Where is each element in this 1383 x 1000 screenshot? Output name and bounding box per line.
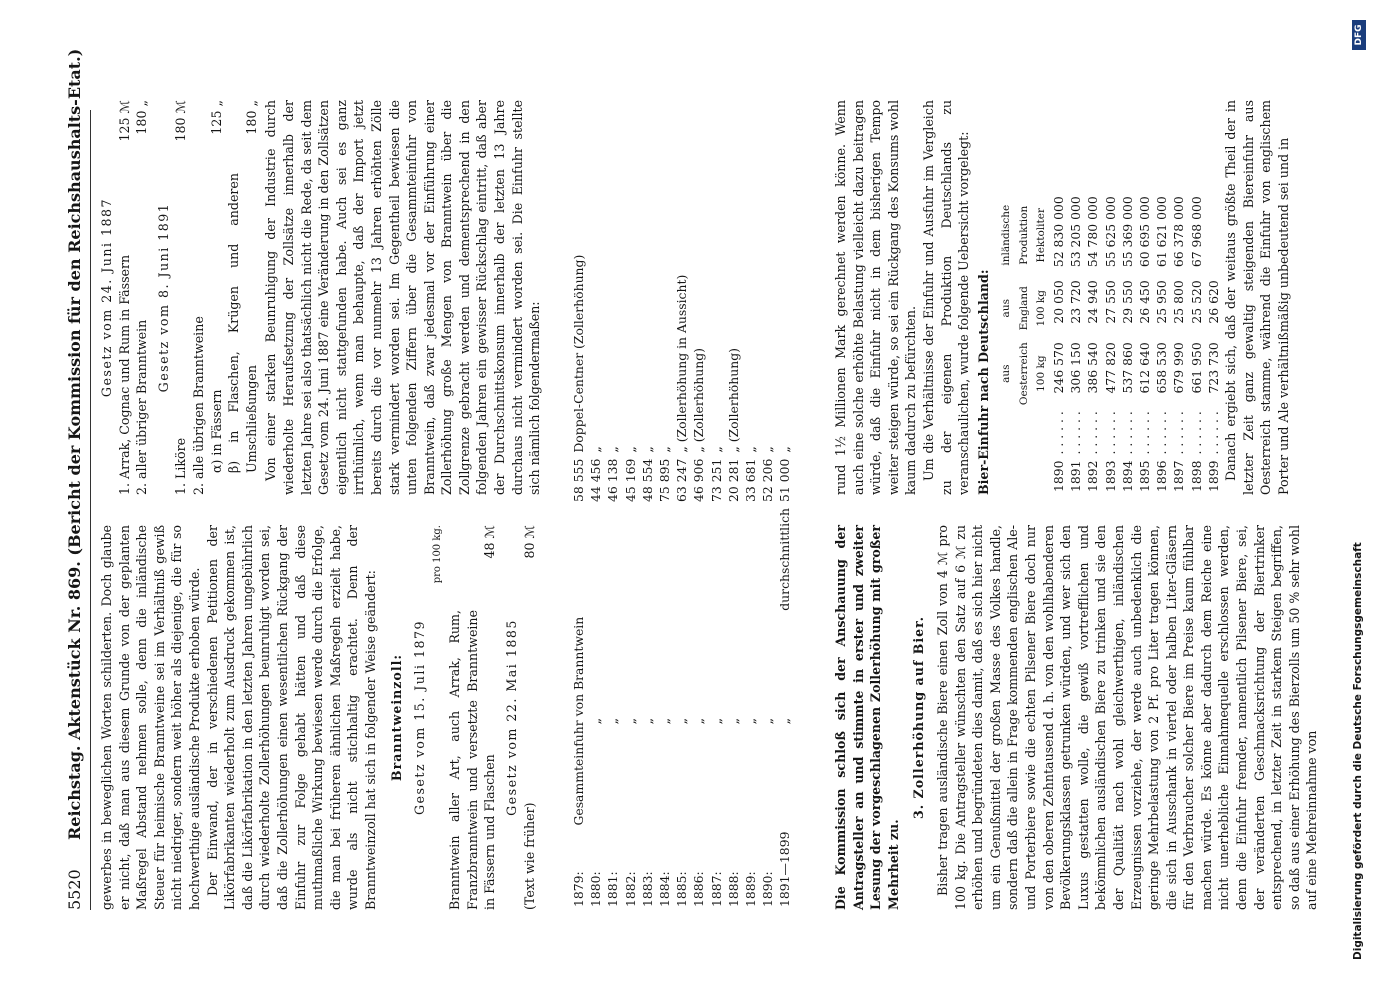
import-value: 73 251 [708, 458, 724, 502]
law-1879-title: Gesetz vom 15. Juli 1879 [412, 619, 428, 816]
leader-dots: . . . . . . [1085, 411, 1101, 455]
import-value: 48 554 [639, 458, 655, 502]
table-row [622, 252, 639, 910]
beer-year: 1893 [1102, 460, 1118, 492]
table-row [776, 252, 793, 910]
table-row [673, 252, 690, 910]
import-average-label [690, 505, 707, 614]
leader-dots: . . . . . . [1171, 411, 1187, 455]
import-value: 45 169 [622, 458, 638, 502]
import-year: 1889: [743, 871, 759, 907]
import-value: 46 906 [691, 458, 707, 502]
beer-year: 1890 [1050, 460, 1066, 492]
beer-austria-value: 679 990 [1171, 342, 1187, 394]
law-1887-item: 1. Arrak, Cognac und Rum in Fässern [116, 254, 132, 495]
table-row [1205, 193, 1222, 495]
import-value: 20 281 [725, 458, 741, 502]
beer-england-value: 25 950 [1154, 280, 1170, 324]
beer-england-value: 26 450 [1136, 280, 1152, 324]
digitization-note: Digitalisierung gefördert durch die Deutsche Forschungsgemeinschaft [1352, 542, 1364, 960]
beer-production-value: 55 625 000 [1102, 196, 1118, 268]
beer-production-value: 60 695 000 [1136, 196, 1152, 268]
beer-production-value: 61 621 000 [1154, 196, 1170, 268]
paragraph: Der Einwand, der in verschiedenen Petitionen der Likörfabrikanten wiederholt zum Ausdruck gekommen ist, daß die Likörfabrikation in den letzten Jahren ungebührlich durch wiederholte Zollerhöhungen beunruhigt worden sei, daß die Zollerhöhungen einen wesentlichen Rückgang der Einfuhr zur Folge gehabt hätten und daß diese muthmaßliche Wirkung bewiesen werde durch die Erfolge, die man bei früheren ähnlichen Maßregeln erzielt habe, wurde als nicht stichhaltig erachtet. Denn der Branntweinzoll hat sich in folgender Weise geändert: [204, 525, 378, 910]
beer-austria-value: 658 530 [1154, 342, 1170, 394]
import-year: 1880: [588, 871, 604, 907]
import-average-label [570, 505, 587, 614]
paragraph: Bisher tragen ausländische Biere einen Zoll von 4 ℳ pro 100 kg. Die Antragsteller wünschten den Satz auf 6 ℳ zu erhöhen und begründeten dies damit, daß es sich hier nicht um ein Genußmittel der großen Masse des Volkes handle, sondern daß die allein in Frage kommenden englischen Ale- und Porterbiere sowie die echten Pilsener Biere doch nur von den oberen Zehntausend d. h. von den wohlhabenderen Bevölkerungsklassen getrunken würden, und wer sich den Luxus gestatten wolle, die gewiß vortrefflichen und bekömmlichen ausländischen Biere zu trinken und sie den der Qualität nach wohl gleichwerthigen, inländischen Erzeugnissen vorziehe, der werde auch unbedenklich die geringe Mehrbelastung von 2 Pf. pro Liter tragen können, die sich in Ausschank in viertel oder halben Liter-Gläsern für den Verbraucher solcher Biere im Preise kaum fühlbar machen würde. Es könne aber dadurch dem Reiche eine nicht unerhebliche Einnahmequelle erschlossen werden, denn die Einfuhr fremder, namentlich Pilsener Biere, sei, der veränderten Geschmacksrichtung der Biertrinker entsprechend, in letzter Zeit in starkem Steigen begriffen, so daß aus einer Erhöhung des Bierzolls um 50 % sehr wohl auf eine Mehreinnahme von [934, 525, 1320, 910]
import-average-label [708, 505, 725, 614]
law-1885-amount: 80 ℳ [521, 525, 537, 559]
beer-col-header: aus England 100 kg [1000, 286, 1047, 331]
table-row [1050, 193, 1067, 495]
table-row [725, 252, 742, 910]
import-year: 1890: [760, 871, 776, 907]
leader-dots: . . . . . . [1188, 411, 1204, 455]
beer-production-value: 67 968 000 [1188, 196, 1204, 268]
page-header [64, 48, 91, 910]
import-note: „ [777, 446, 793, 453]
import-note: „ [588, 446, 604, 453]
beer-austria-value: 537 860 [1119, 342, 1135, 394]
column-2 [98, 100, 544, 495]
import-label: „ [622, 717, 638, 725]
law-1891-title: Gesetz vom 8. Juni 1891 [155, 202, 171, 393]
law-1885-title: Gesetz vom 22. Mai 1885 [504, 619, 520, 816]
page-number: 5520 [65, 869, 84, 910]
import-year: 1888: [725, 871, 741, 907]
table-row [587, 252, 604, 910]
table-row [1153, 193, 1170, 495]
law-1887-value: 125 ℳ [116, 100, 132, 142]
beer-england-value: 25 800 [1171, 280, 1187, 324]
leader-dots: . . . . . . [1068, 411, 1084, 455]
import-label: „ [777, 717, 793, 725]
beer-year: 1896 [1154, 460, 1170, 492]
paragraph: Um die Verhältnisse der Einfuhr und Ausfuhr im Vergleich zu der eigenen Produktion Deutschlands zu veranschaulichen, wurde folgende Uebersicht vorgelegt: [920, 100, 972, 495]
beer-col-header [998, 457, 1050, 495]
import-value: 46 138 [605, 458, 621, 502]
import-year: 1885: [674, 871, 690, 907]
import-note: „ [708, 446, 724, 453]
table-row [1119, 193, 1136, 495]
import-average-label [725, 505, 742, 614]
import-average-label [759, 505, 776, 614]
import-average-label [604, 505, 621, 614]
import-note: „ [605, 446, 621, 453]
table-row [570, 252, 587, 910]
leader-dots: . . . . . . [1136, 411, 1152, 455]
leader-dots: . . . . . . [1154, 411, 1170, 455]
column-3 [832, 525, 1321, 910]
beer-col-header: aus Oesterreich 100 kg [1000, 342, 1047, 406]
table-row [1102, 193, 1119, 495]
table-row [759, 252, 776, 910]
import-year: 1883: [639, 871, 655, 907]
import-note: „ (Zollerhöhung in Aussicht) [674, 274, 690, 453]
leader-dots: . . . . . . [1050, 411, 1066, 455]
beer-year: 1892 [1085, 460, 1101, 492]
import-value: 75 895 [657, 458, 673, 502]
import-note: Doppel-Centner (Zollerhöhung) [571, 254, 586, 453]
import-average-label [587, 505, 604, 614]
leader-dots: . . . . . . [1119, 411, 1135, 455]
import-year: 1881: [605, 871, 621, 907]
import-year: 1887: [708, 871, 724, 907]
import-note: „ (Zollerhöhung) [725, 348, 741, 453]
import-label: „ [657, 717, 673, 725]
import-average-label [742, 505, 759, 614]
law-1879-item: Branntwein aller Art, auch Arrak, Rum, Franzbranntwein und versetzte Branntweine in Fässern und Flaschen [447, 610, 498, 910]
beer-austria-value: 477 820 [1102, 342, 1118, 394]
unit-label: pro 100 kg. [431, 525, 443, 584]
paragraph: Die Kommission schloß sich der Anschauung der Antragsteller an und stimmte in erster und zweiter Lesung der vorgeschlagenen Zollerhöhung mit großer Mehrheit zu. [833, 525, 901, 910]
law-1891-item: 2. alle übrigen Branntweine [190, 316, 206, 495]
paragraph: gewerbes in beweglichen Worten schilderten. Doch glaube er nicht, daß man aus diesem Grunde von der geplanten Maßregel Abstand nehmen solle, denn die inländische Steuer für heimische Branntweine sei im Verhältniß gewiß nicht niedriger, sondern weit höher als diejenige, die für so hochwerthige ausländische Produkte erhoben würde. [99, 525, 202, 910]
law-1887-item: 2. aller übriger Branntwein [134, 319, 150, 495]
import-note: „ [743, 446, 759, 453]
beer-england-value: 29 550 [1119, 280, 1135, 324]
table-title-bier-einfuhr: Bier-Einfuhr nach Deutschland: [975, 269, 991, 495]
law-1891-value [190, 100, 208, 106]
table-row [1067, 193, 1084, 495]
law-1887-value: 180 „ [134, 100, 150, 135]
beer-england-value: 20 050 [1050, 280, 1066, 324]
import-note: „ [622, 446, 638, 453]
import-average-label [639, 505, 656, 614]
import-year: 1884: [657, 871, 673, 907]
beer-england-value: 27 550 [1102, 280, 1118, 324]
law-1887-title: Gesetz vom 24. Juni 1887 [99, 197, 114, 398]
law-1879-amount: 48 ℳ [482, 525, 498, 559]
law-1891-value: 125 „ [208, 100, 224, 135]
beer-austria-value: 246 570 [1050, 342, 1066, 394]
import-label: „ [639, 717, 655, 725]
import-label: „ [760, 717, 776, 725]
import-label: „ [708, 717, 724, 725]
beer-england-value: 23 720 [1068, 280, 1084, 324]
law-1891-value: 180 „ [243, 100, 259, 135]
law-1891-value: 180 ℳ [173, 100, 189, 142]
import-label: „ [674, 717, 690, 725]
table-row [1084, 193, 1101, 495]
beer-year: 1894 [1119, 460, 1135, 492]
section-heading-bier: 3. Zollerhöhung auf Bier. [911, 616, 927, 819]
table-row [1188, 193, 1205, 495]
table-row [1170, 193, 1187, 495]
beer-austria-value: 612 640 [1136, 342, 1152, 394]
import-label: „ [725, 717, 741, 725]
law-1891-item: α) in Fässern [208, 389, 224, 473]
beer-austria-value: 386 540 [1085, 342, 1101, 394]
import-note: „ [639, 446, 655, 453]
leader-dots: . . . . . . [1102, 411, 1118, 455]
beer-production-value [1205, 193, 1222, 277]
import-label: „ [743, 717, 759, 725]
law-1891-item: 1. Liköre [173, 437, 189, 495]
table-row [690, 252, 707, 910]
paragraph: Von einer starken Beunruhigung der Industrie durch wiederholte Heraufsetzung der Zollsätze innerhalb der letzten Jahre sei also thatsächlich nicht die Rede, da seit dem Gesetz vom 24. Juni 1887 eine Veränderung in den Zollsätzen eigentlich nicht stattgefunden habe. Auch sei es ganz irrthümlich, wenn man behaupte, daß der Import jetzt bereits durch die vor nunmehr 13 Jahren erhöhten Zölle stark vermindert worden sei. Im Gegentheil bewiesen die unten folgenden Ziffern über die Gesammteinfuhr von Branntwein, daß zwar jedesmal vor der Einführung einer Zollerhöhung große Mengen von Branntwein über die Zollgrenze gebracht werden und dementsprechend in den folgenden Jahren ein gewisser Rückschlag eintritt, daß aber der Durchschnittskonsum innerhalb der letzten 13 Jahre durchaus nicht vermindert worden sei. Die Einfuhr stellte sich nämlich folgendermaßen: [263, 100, 543, 495]
import-value: 51 000 [777, 458, 793, 502]
import-value: 63 247 [674, 458, 690, 502]
beer-year: 1898 [1188, 460, 1204, 492]
table-row [1136, 193, 1153, 495]
beer-production-value: 54 780 000 [1085, 196, 1101, 268]
beer-england-value: 26 620 [1205, 280, 1221, 324]
leader-dots: . . . . . . [1205, 411, 1221, 455]
beer-production-value: 66 378 000 [1171, 196, 1187, 268]
paragraph: rund 1½ Millionen Mark gerechnet werden könne. Wenn auch eine solche erhöhte Belastung vielleicht dazu beitragen würde, daß die Einfuhr nicht in dem bisherigen Tempo weiter steigen würde, so sei ein Rückgang des Konsums wohl kaum dadurch zu befürchten. [833, 100, 919, 495]
beer-austria-value: 661 950 [1188, 342, 1204, 394]
beer-production-value: 55 369 000 [1119, 196, 1135, 268]
beer-year: 1897 [1171, 460, 1187, 492]
import-value: 33 681 [743, 458, 759, 502]
import-value: 52 206 [760, 458, 776, 502]
import-label: Gesammteinfuhr von Branntwein [571, 616, 586, 826]
table-row [708, 252, 725, 910]
import-year: 1886: [691, 871, 707, 907]
section-heading-branntweinzoll: Branntweinzoll: [388, 653, 404, 782]
import-average-label [656, 505, 673, 614]
import-year: 1879: [571, 871, 586, 907]
law-1891-item: β) in Flaschen, Krügen und anderen Umschließungen [226, 173, 259, 473]
text-earlier: (Text wie früher) [521, 802, 537, 910]
table-row [604, 252, 621, 910]
import-table [570, 90, 794, 910]
beer-col-header: inländische Produktion Hektoliter [1000, 204, 1047, 266]
beer-england-value: 24 940 [1085, 280, 1101, 324]
import-label: „ [588, 717, 604, 725]
import-note: „ [760, 446, 776, 453]
import-value: 58 555 [571, 458, 586, 502]
paragraph: Danach ergiebt sich, daß der weitaus größte Theil der in letzter Zeit ganz gewaltig steigenden Biereinfuhr aus Oesterreich stamme, während die Einfuhr von englischem Porter und Ale verhältnißmäßig unbedeutend sei und in [1222, 100, 1291, 495]
import-label: „ [605, 717, 621, 725]
import-note: „ (Zollerhöhung) [691, 348, 707, 453]
beer-england-value: 25 520 [1188, 280, 1204, 324]
column-4 [832, 100, 1292, 495]
dfg-logo: DFG [1352, 20, 1366, 50]
table-row [656, 252, 673, 910]
import-average-label: durchschnittlich [777, 507, 793, 611]
import-year: 1891—1899 [777, 831, 793, 907]
table-row [742, 252, 759, 910]
beer-production-value: 53 205 000 [1068, 196, 1084, 268]
import-year: 1882: [622, 871, 638, 907]
beer-austria-value: 306 150 [1068, 342, 1084, 394]
beer-production-value: 52 830 000 [1050, 196, 1066, 268]
import-average-label [673, 505, 690, 614]
beer-year: 1891 [1068, 460, 1084, 492]
import-note: „ [657, 446, 673, 453]
beer-austria-value: 723 730 [1205, 342, 1221, 394]
import-value: 44 456 [588, 458, 604, 502]
table-row [639, 252, 656, 910]
beer-year: 1895 [1136, 460, 1152, 492]
import-label: „ [691, 717, 707, 725]
import-average-label [622, 505, 639, 614]
column-1 [98, 525, 538, 910]
header-title: Reichstag. Aktenstück Nr. 869. (Bericht der Kommission für den Reichshaushalts-Etat.) [65, 48, 84, 840]
beer-year: 1899 [1205, 460, 1221, 492]
